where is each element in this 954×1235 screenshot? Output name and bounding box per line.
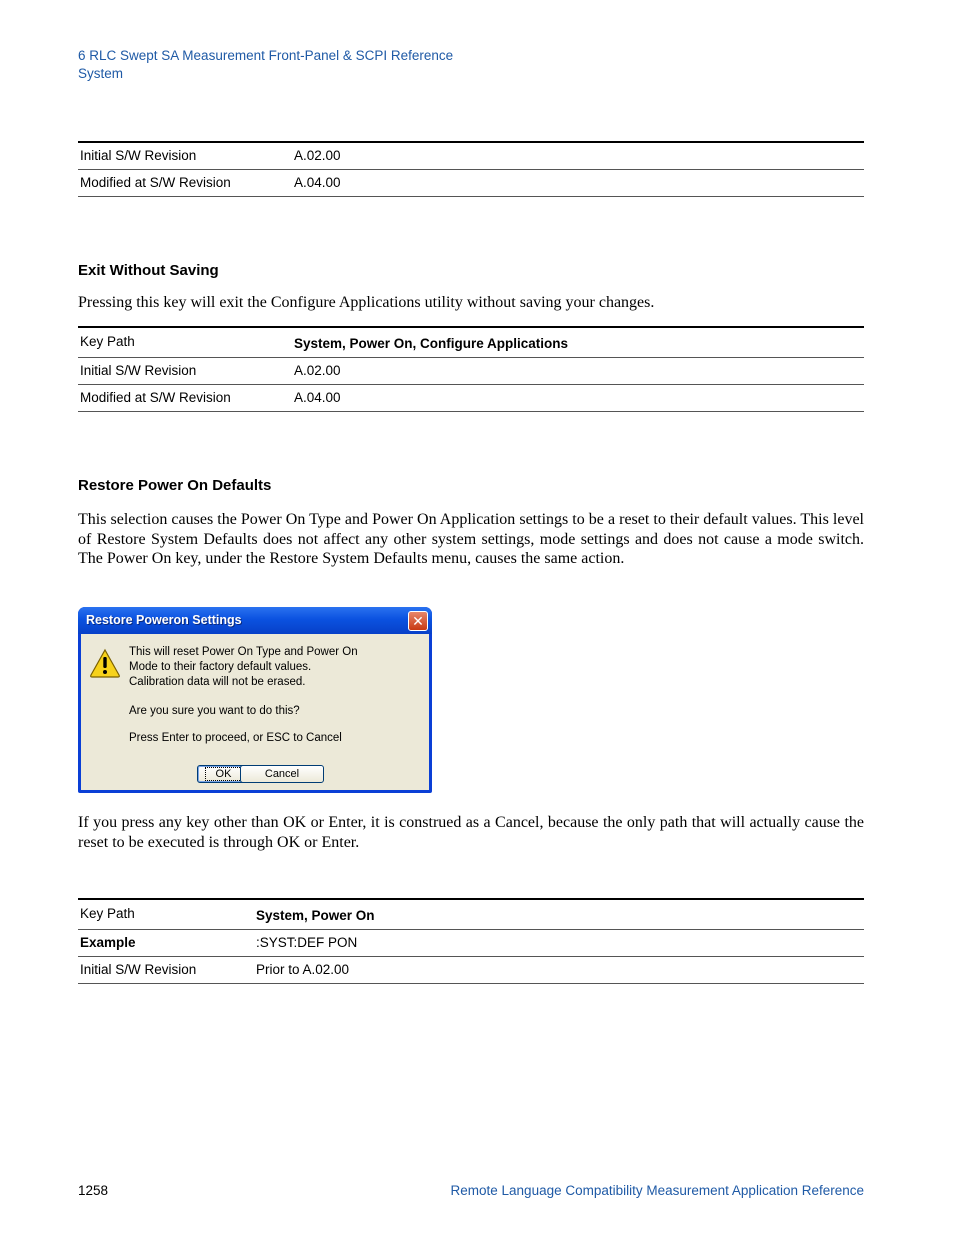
- cancel-button[interactable]: Cancel: [240, 765, 324, 783]
- body-paragraph: Pressing this key will exit the Configure Applications utility without saving your changes.: [78, 294, 655, 311]
- message-line: This will reset Power On Type and Power On: [129, 646, 358, 658]
- dialog-title: Restore Poweron Settings: [78, 607, 432, 634]
- body-paragraph: If you press any key other than OK or Enter, it is construed as a Cancel, because the only path that will actually cause the reset to be executed is through OK or Enter.: [78, 814, 864, 851]
- table-value: Prior to A.02.00: [256, 962, 350, 977]
- message-line: Mode to their factory default values.: [129, 661, 312, 673]
- table-key: Initial S/W Revision: [80, 962, 197, 977]
- table-value: :SYST:DEF PON: [256, 935, 358, 950]
- exit-key-table: [78, 326, 864, 412]
- section-title: System: [78, 66, 124, 81]
- table-value: A.04.00: [294, 390, 341, 405]
- table-key: Modified at S/W Revision: [80, 175, 231, 190]
- table-key: Initial S/W Revision: [80, 363, 197, 378]
- table-row: [78, 930, 864, 957]
- table-key: Key Path: [80, 334, 135, 349]
- table-key: Modified at S/W Revision: [80, 390, 231, 405]
- chapter-title: 6 RLC Swept SA Measurement Front-Panel & SCPI Reference: [78, 48, 454, 63]
- running-header: [78, 47, 453, 83]
- dialog-instruction: Press Enter to proceed, or ESC to Cancel: [129, 732, 342, 744]
- ok-button-label: OK: [205, 767, 243, 781]
- table-row: [78, 385, 864, 412]
- body-paragraph: This selection causes the Power On Type and Power On Application settings to be a reset to their default values. This level of Restore System Defaults does not affect any other system settings, mode settings and does not cause a mode switch. The Power On key, under the Restore System Defaults menu, causes the same action.: [78, 511, 864, 568]
- table-key: Example: [80, 935, 136, 950]
- table-value: System, Power On: [256, 908, 375, 923]
- table-value: System, Power On, Configure Applications: [294, 336, 569, 351]
- table-value: A.02.00: [294, 148, 341, 163]
- dialog-question: Are you sure you want to do this?: [129, 705, 300, 717]
- table-row: [78, 957, 864, 984]
- table-row: [78, 899, 864, 930]
- revision-table: [78, 141, 864, 197]
- book-title: Remote Language Compatibility Measurement Application Reference: [450, 1183, 864, 1198]
- table-value: A.02.00: [294, 363, 341, 378]
- table-key: Key Path: [80, 906, 135, 921]
- section-heading: Exit Without Saving: [78, 262, 219, 279]
- restore-poweron-dialog: [78, 607, 432, 793]
- warning-icon: [89, 648, 121, 678]
- table-key: Initial S/W Revision: [80, 148, 197, 163]
- dialog-message: [129, 645, 358, 690]
- section-heading: Restore Power On Defaults: [78, 477, 272, 494]
- page-number: 1258: [78, 1183, 109, 1198]
- dialog-body: [81, 634, 429, 790]
- restore-key-table: [78, 898, 864, 984]
- close-icon[interactable]: ✕: [408, 611, 428, 631]
- table-row: [78, 327, 864, 358]
- table-row: [78, 170, 864, 197]
- table-row: [78, 142, 864, 170]
- message-line: Calibration data will not be erased.: [129, 676, 306, 688]
- table-value: A.04.00: [294, 175, 341, 190]
- table-row: [78, 358, 864, 385]
